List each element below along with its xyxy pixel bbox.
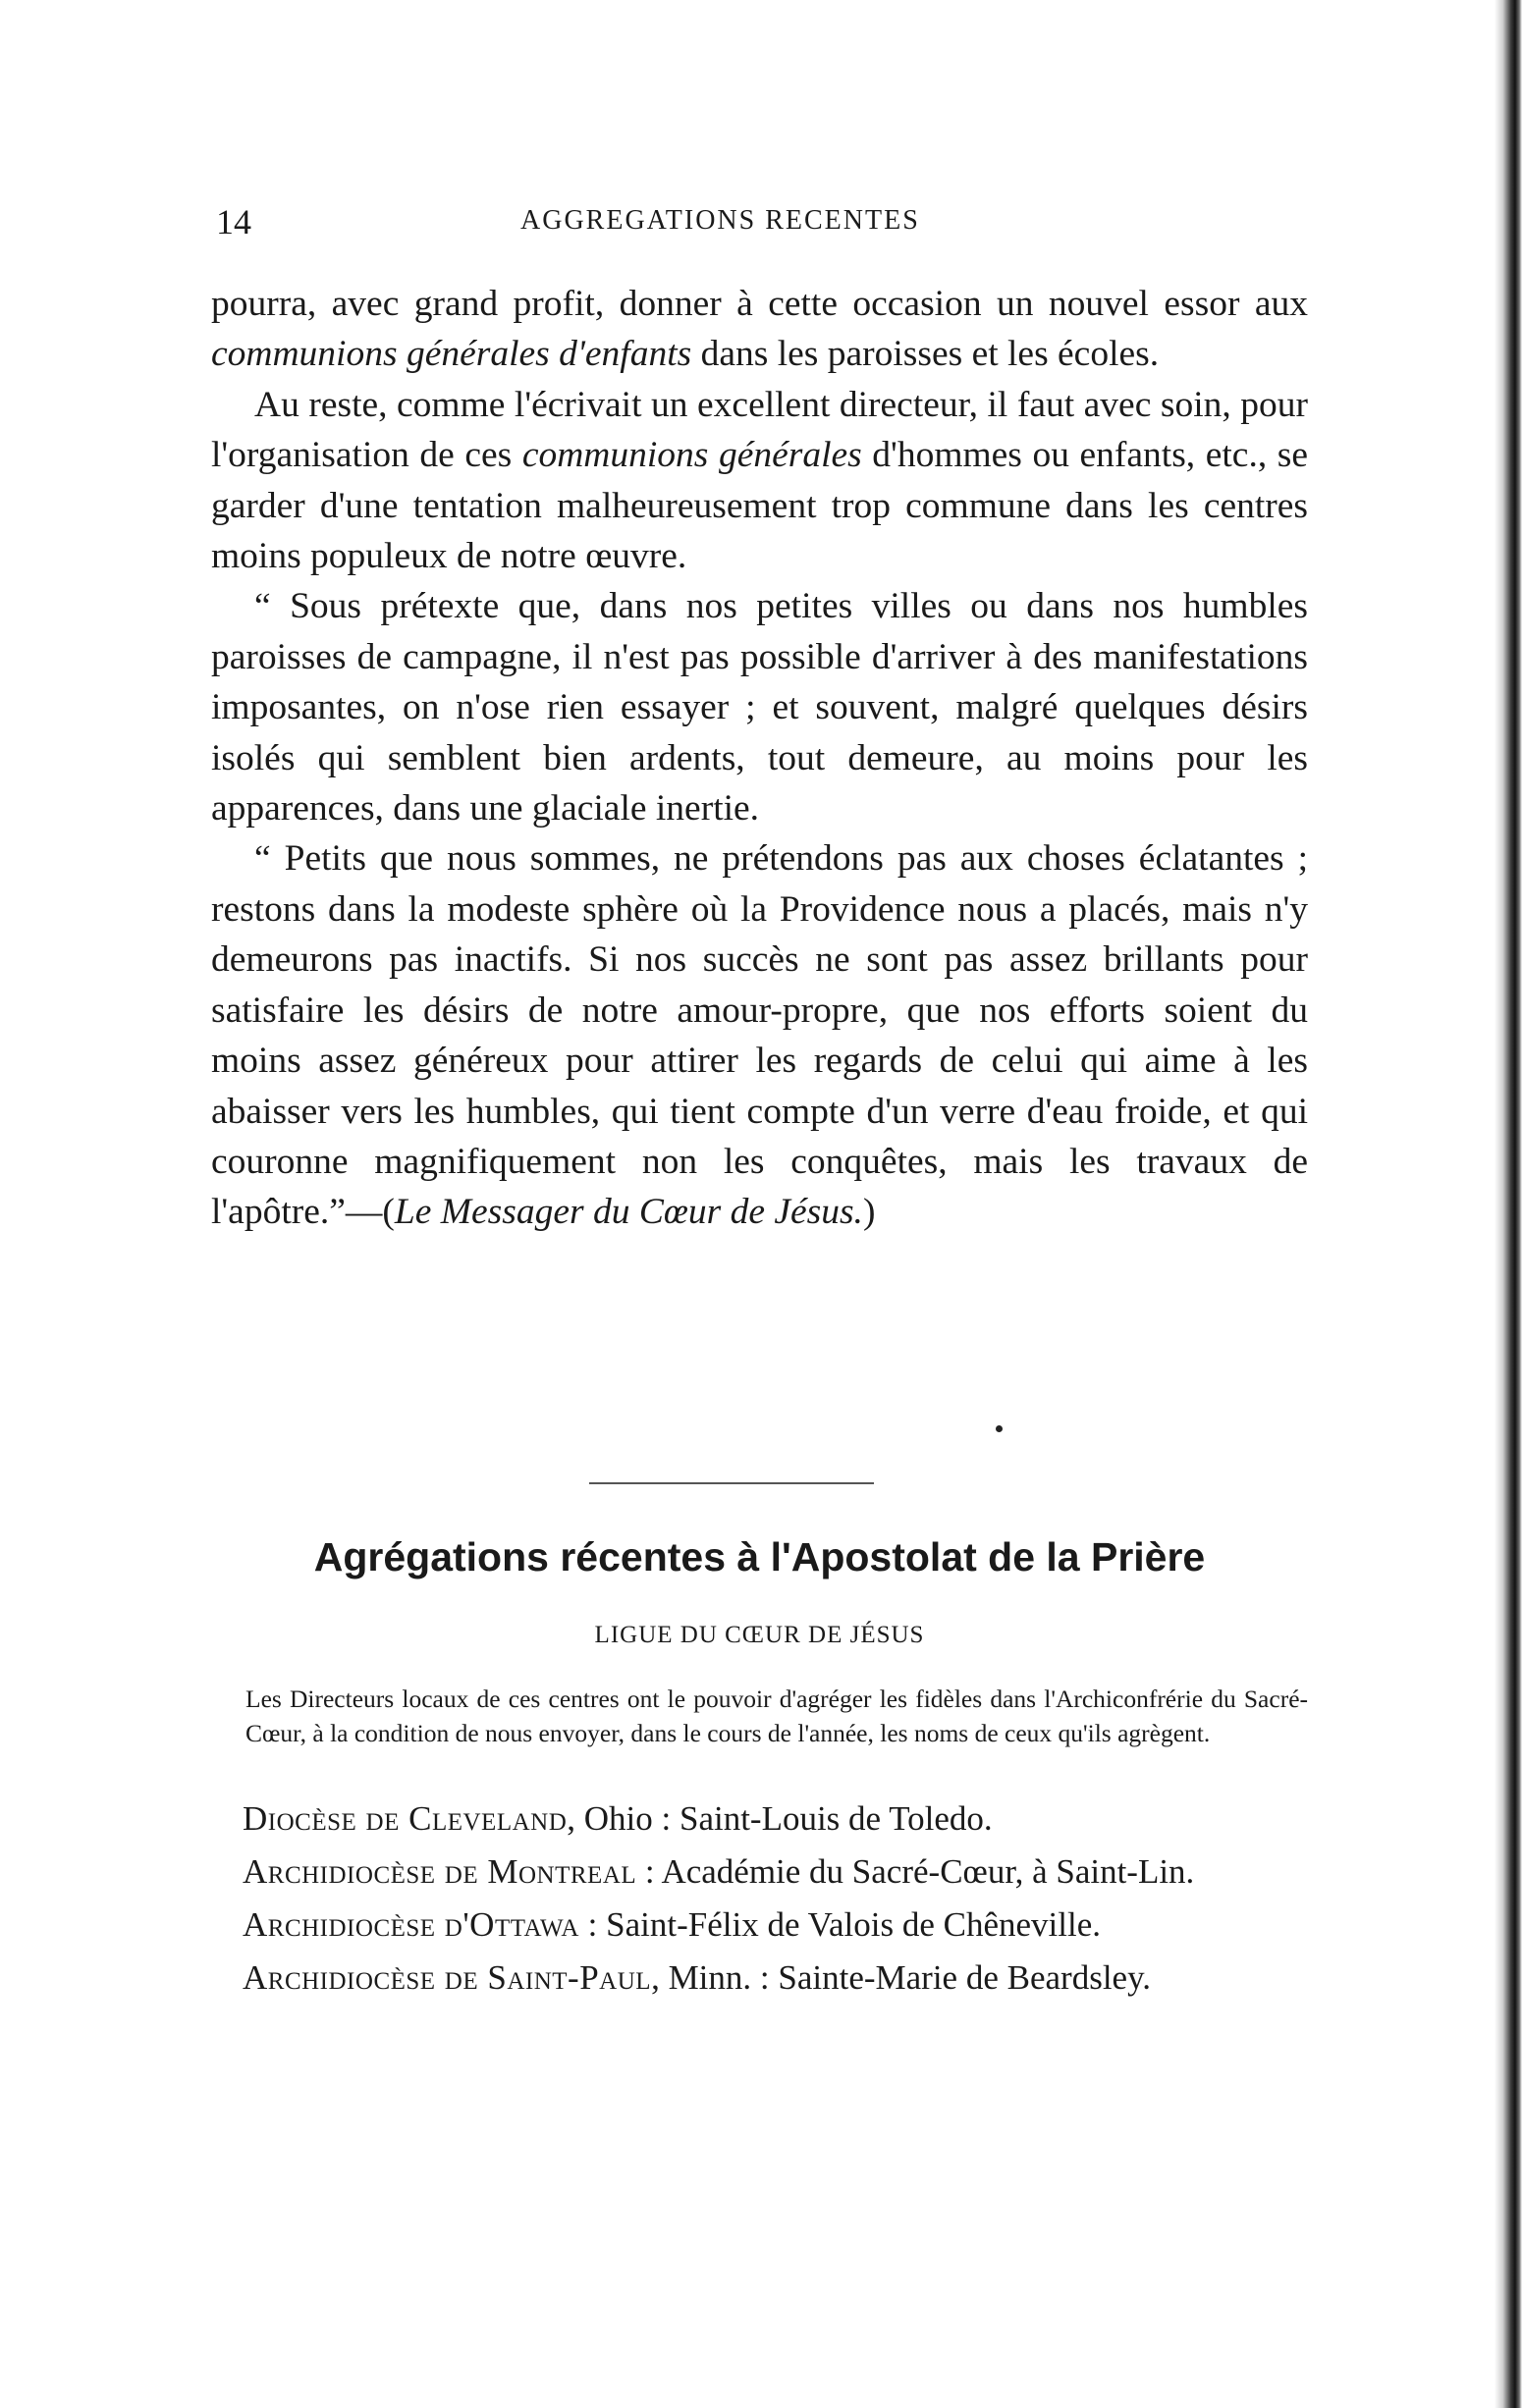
body-text <box>211 279 1308 1238</box>
diocese-name: Diocèse de Cleveland <box>243 1799 568 1838</box>
entry-detail: , Minn. : Sainte-Marie de Beardsley. <box>651 1958 1152 1997</box>
paragraph-2-text-b: d'hommes ou enfants, etc., se garder d'une tentation malheureusement trop commune dans les centres moins populeux de notre œuvre. <box>211 435 1308 577</box>
list-item <box>211 1954 1308 2002</box>
section-subtitle: LIGUE DU CŒUR DE JÉSUS <box>594 1622 925 1648</box>
section-title: Agrégations récentes à l'Apostolat de la Prière <box>313 1534 1206 1579</box>
separator-rule <box>589 1482 874 1484</box>
paragraph-1 <box>211 279 1308 380</box>
section-note: Les Directeurs locaux de ces centres ont le pouvoir d'agréger les fidèles dans l'Archiconfrérie du Sacré-Cœur, à la condition de nous envoyer, dans le cours de l'année, les noms de ceux qu'ils agrègent. <box>245 1685 1308 1747</box>
list-item <box>211 1901 1308 1949</box>
diocese-name: Archidiocèse de Montreal <box>243 1852 637 1891</box>
paragraph-3: “ Sous prétexte que, dans nos petites villes ou dans nos humbles paroisses de campagne, il n'est pas possible d'arriver à des manifestations imposantes, on n'ose rien essayer ; et souvent, malgré quelques désirs isolés qui semblent bien ardents, tout demeure, au moins pour les apparences, dans une glaciale inertie. <box>211 586 1308 829</box>
paragraph-4-text-b: ) <box>862 1192 876 1233</box>
paragraph-1-text-a: pourra, avec grand profit, donner à cette occasion un nouvel essor aux <box>211 284 1308 324</box>
entry-detail: , Ohio : Saint-Louis de Toledo. <box>567 1799 993 1838</box>
entry-detail: : Saint-Félix de Valois de Chêneville. <box>578 1905 1102 1944</box>
list-item <box>211 1848 1308 1896</box>
page-binding-edge <box>1495 0 1522 2408</box>
paragraph-2 <box>211 380 1308 582</box>
entry-detail: : Académie du Sacré-Cœur, à Saint-Lin. <box>636 1852 1195 1891</box>
page-header <box>216 201 1316 250</box>
paragraph-4 <box>211 833 1308 1237</box>
running-head: AGGREGATIONS RECENTES <box>520 205 920 236</box>
aggregation-list <box>211 1795 1308 2007</box>
page-number: 14 <box>216 202 251 241</box>
list-item <box>211 1795 1308 1843</box>
paragraph-2-text-a: Au reste, comme l'écrivait un excellent directeur, il faut avec soin, pour l'organisation de ces <box>211 384 1308 476</box>
diocese-name: Archidiocèse de Saint-Paul <box>243 1958 652 1997</box>
paragraph-2-italic: communions générales <box>521 435 862 476</box>
paragraph-1-text-b: dans les paroisses et les écoles. <box>691 334 1160 375</box>
separator-dot <box>996 1425 1003 1432</box>
diocese-name: Archidiocèse d'Ottawa <box>243 1905 579 1944</box>
paragraph-4-text-a: “ Petits que nous sommes, ne prétendons pas aux choses éclatantes ; restons dans la modeste sphère où la Providence nous a placés, mais n'y demeurons pas inactifs. Si nos succès ne sont pas assez brillants pour satisfaire les désirs de notre amour-propre, que nos efforts soient du moins assez généreux pour attirer les regards de celui qui aime à les abaisser vers les humbles, qui tient compte d'un verre d'eau froide, et qui couronne magnifiquement non les conquêtes, mais les travaux de l'apôtre.”—( <box>211 838 1308 1233</box>
paragraph-4-italic: Le Messager du Cœur de Jésus. <box>394 1192 863 1233</box>
paragraph-1-italic: communions générales d'enfants <box>211 334 692 375</box>
